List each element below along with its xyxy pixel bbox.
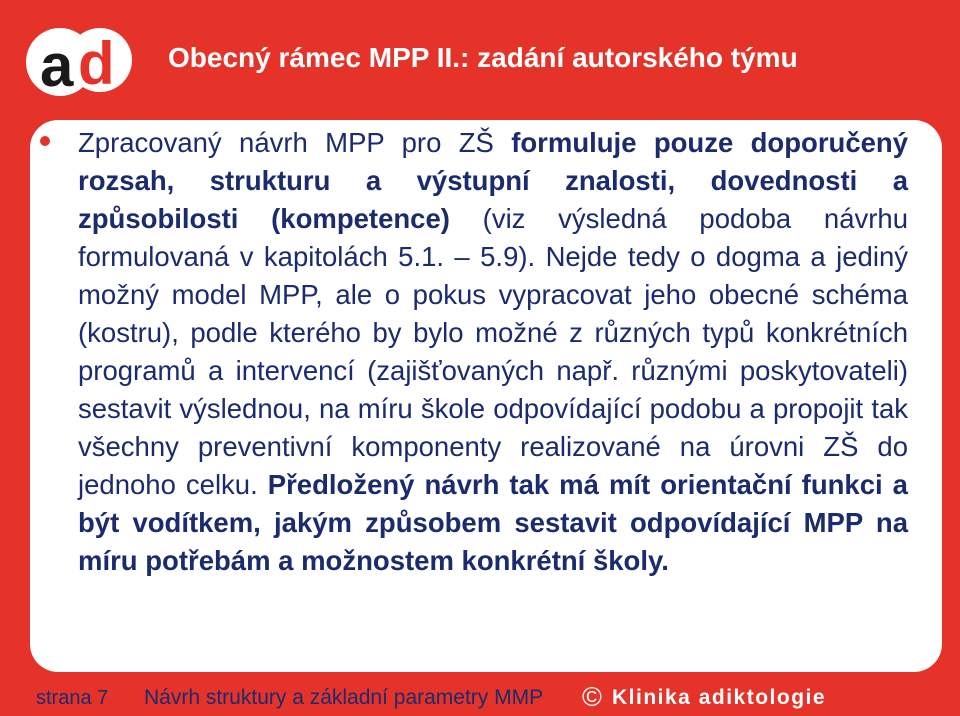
body-text-part-1: Zpracovaný návrh MPP pro ZŠ bbox=[78, 127, 512, 158]
footer bbox=[0, 682, 960, 716]
copyright-icon: © bbox=[582, 682, 602, 712]
bullet-icon bbox=[40, 136, 50, 146]
body-text-part-2-bold: formuluje pouze doporučený rozsah, strukturu a výstupní znalosti, dovednosti a způsobilosti (kompetence) bbox=[78, 127, 908, 234]
logo bbox=[14, 20, 144, 100]
body-text-part-3: (viz výsledná podoba návrhu formulovaná v kapitolách 5.1. – 5.9). Nejde tedy o dogma a jediný možný model MPP, ale o pokus vypracovat jeho obecné schéma (kostru), podle kterého by bylo možné z různých typů konkrétních programů a intervencí (zajišťovaných např. různými poskytovateli) sestavit výslednou, na míru škole odpovídající podobu a propojit tak všechny preventivní komponenty realizované na úrovni ZŠ do jednoho celku. bbox=[78, 203, 909, 500]
slide-title: Obecný rámec MPP II.: zadání autorského týmu bbox=[168, 42, 798, 73]
logo-letter-a: a bbox=[40, 32, 74, 99]
page-number: strana 7 bbox=[36, 687, 109, 709]
body-paragraph bbox=[78, 124, 908, 580]
footer-brand: Klinika adiktologie bbox=[612, 686, 827, 709]
logo-letter-d: d bbox=[78, 30, 115, 97]
body-text-part-4-bold: Předložený návrh tak má mít orientační funkci a být vodítkem, jakým způsobem sestavit odpovídající MPP na míru potřebám a možnostem konkrétní školy. bbox=[78, 469, 908, 576]
logo-graphic bbox=[14, 20, 144, 100]
footer-title: Návrh struktury a základní parametry MMP bbox=[144, 686, 544, 709]
